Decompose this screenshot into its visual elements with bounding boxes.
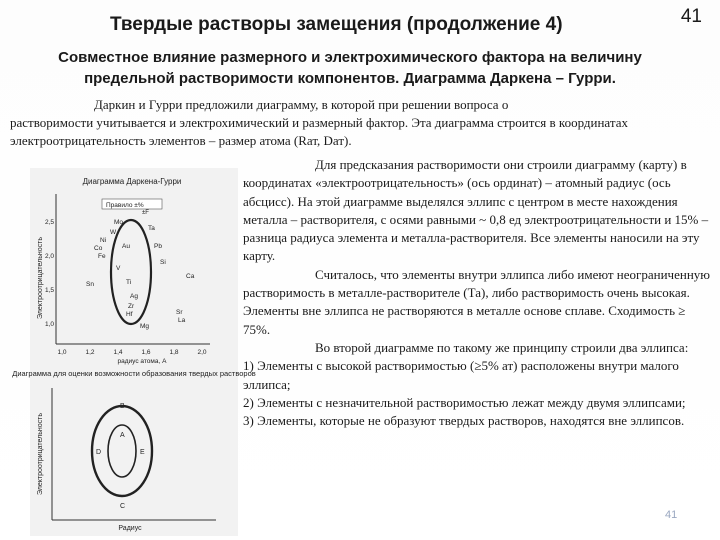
element-label: Sn <box>86 281 94 288</box>
paragraph-2: Считалось, что элементы внутри эллипса либо имеют неограниченную растворимость в металле-растворителе (Та), либо растворимость очень высокая. Элементы вне эллипса не растворяются в металле основе сплаве. Сходимость ≥ 75%. <box>243 266 710 337</box>
element-label: Ta <box>148 225 155 232</box>
element-label: Ag <box>130 293 138 300</box>
right-column <box>243 156 715 430</box>
top-x-tick: 1,0 <box>57 349 67 356</box>
darken-gurry-figure <box>12 168 256 536</box>
region-label: A <box>120 432 125 439</box>
top-diagram-xlabel: радиус атома, А <box>117 358 167 365</box>
region-label: B <box>120 403 125 410</box>
footer-page-number: 41 <box>665 509 678 521</box>
element-label: Sr <box>176 309 183 316</box>
top-y-tick: 2,0 <box>44 253 54 260</box>
top-x-tick: 1,8 <box>169 349 179 356</box>
element-label: Mg <box>140 323 150 330</box>
list-item-1: 1) Элементы с высокой растворимостью (≥5% ат) расположены внутри малого эллипса; <box>243 358 679 392</box>
intro-rest: растворимости учитывается и электрохимический и размерный фактор. Эта диаграмма строится в координатах электроотрицательность элементов – размер атома (Rат, Dат). <box>10 115 628 148</box>
region-label: E <box>140 449 145 456</box>
top-x-tick: 2,0 <box>197 349 207 356</box>
top-y-tick: 1,0 <box>44 321 54 328</box>
rule-box-label-2: ±F <box>142 210 149 216</box>
top-y-tick: 1,5 <box>44 287 54 294</box>
element-label: La <box>178 317 186 324</box>
bottom-diagram-ylabel: Электроотрицательность <box>37 412 44 496</box>
slide-title: Твердые растворы замещения (продолжение 4) <box>110 14 563 35</box>
slide-subtitle: Совместное влияние размерного и электрохимического фактора на величину предельной растворимости компонентов. Диаграмма Даркена – Гурри. <box>58 49 642 87</box>
region-label: D <box>96 449 102 456</box>
list-item-2: 2) Элементы с незначительной растворимостью лежат между двумя эллипсами; <box>243 394 686 410</box>
paragraph-1: Для предсказания растворимости они строили диаграмму (карту) в координатах «электроотрицательность» (ось ординат) – атомный радиус (ось абсцисс). На этой диаграмме выделялся эллипс с центром в месте нахождения металла – растворителя, с осями равными ~ 0,8 ед электроотрицательности и 15% – разница радиуса элемента и металла-растворителя. Все элементы наносили на эту карту. <box>243 157 709 264</box>
element-label: V <box>116 265 121 272</box>
bottom-diagram-xlabel: Радиус <box>118 525 142 532</box>
page-number: 41 <box>680 6 702 27</box>
element-label: W <box>110 229 117 236</box>
paragraph-3: Во второй диаграмме по такому же принципу строили два эллипса: <box>315 339 689 355</box>
element-label: Co <box>94 245 103 252</box>
element-label: Zr <box>128 303 135 310</box>
intro-paragraph <box>10 96 710 150</box>
bottom-diagram-title: Диаграмма для оценки возможности образования твердых растворов <box>12 369 256 378</box>
element-label: Si <box>160 259 166 266</box>
element-label: Fe <box>98 253 106 260</box>
element-label: Mo <box>114 219 124 226</box>
top-diagram-ylabel: Электроотрицательность <box>37 236 44 320</box>
region-label: C <box>120 503 126 510</box>
element-label: Ti <box>126 279 132 286</box>
intro-first-line: Даркин и Гурри предложили диаграмму, в которой при решении вопроса о <box>94 97 509 112</box>
top-x-tick: 1,2 <box>85 349 95 356</box>
top-x-tick: 1,4 <box>113 349 123 356</box>
top-diagram-title: Диаграмма Даркена-Гурри <box>82 177 182 186</box>
rule-box-label: Правило ±% <box>106 202 144 209</box>
element-label: Pb <box>154 243 162 250</box>
top-x-tick: 1,6 <box>141 349 151 356</box>
element-label: Au <box>122 243 130 250</box>
element-label: Hf <box>126 311 133 318</box>
element-label: Ni <box>100 237 107 244</box>
element-label: Ca <box>186 273 195 280</box>
list-item-3: 3) Элементы, которые не образуют твердых растворов, находятся вне эллипсов. <box>243 413 685 429</box>
top-y-tick: 2,5 <box>44 219 54 226</box>
